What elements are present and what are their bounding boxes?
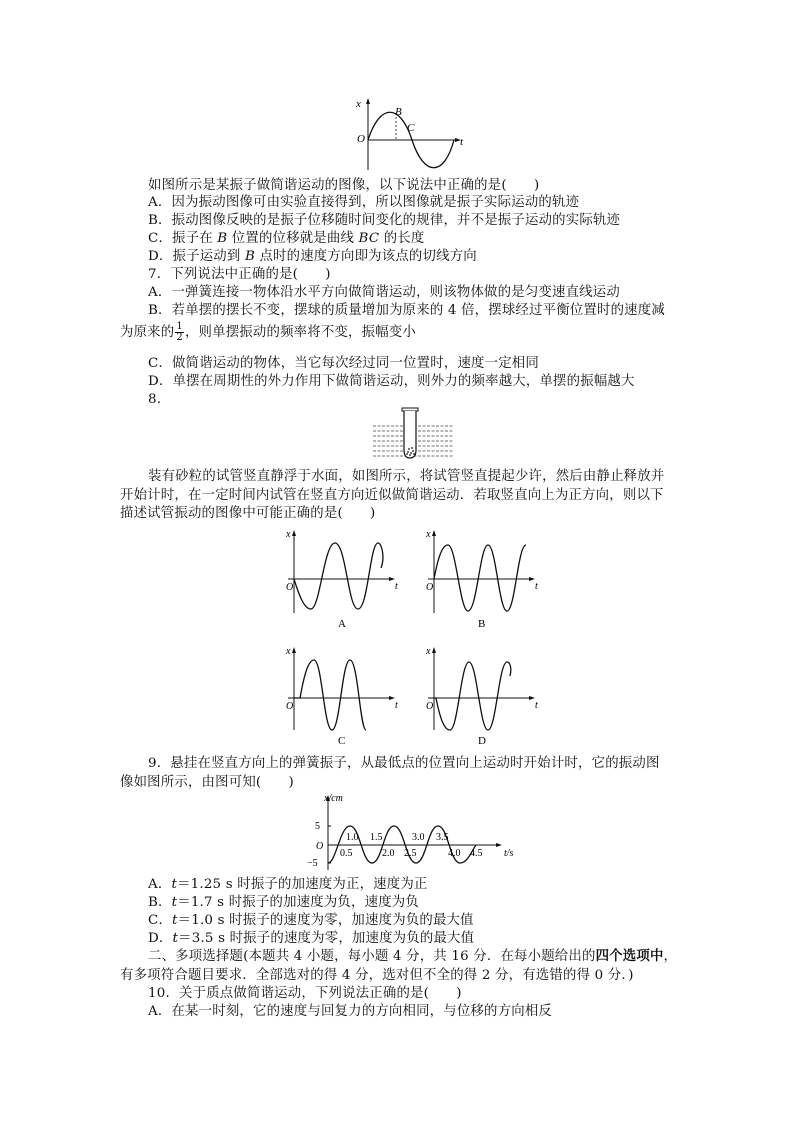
option-b-label: B [478,618,486,630]
option-d-label: D [478,735,486,747]
q9-stem-line2: 像如图所示，由图可知( ) [120,775,294,790]
section2-header-line2: 有多项符合题目要求．全部选对的得 4 分，选对但不全的得 2 分，有选错的得 0 分．) [120,968,634,983]
origin-label: O [286,701,294,712]
q8-stem-line3: 描述试管振动的图像中可能正确的是( ) [120,506,376,521]
x-axis-label: x [356,98,361,110]
origin-label: O [426,701,434,712]
section2-header-line1: 二、多项选择题(本题共 4 小题，每小题 4 分，共 16 分．在每小题给出的四个选项中， [148,948,678,964]
q8-stem-line2: 开始计时，在一定时间内试管在竖直方向近似做简谐运动．若取竖直向上为正方向，则以下 [120,488,664,503]
origin-label: O [316,841,324,852]
x-axis-label: x [426,646,431,657]
tick-label-2-0: 2.0 [382,848,395,859]
x-axis-label: x [286,529,291,540]
tick-label-1-0: 1.0 [346,832,359,843]
q8-graph-b [422,523,544,633]
y-tick-neg5: −5 [307,858,318,869]
q6-stem: 如图所示是某振子做简谐运动的图像，以下说法中正确的是( ) [148,178,540,193]
tick-label-3-5: 3.5 [436,832,449,843]
x-axis-label: x [426,529,431,540]
q8-stem-line1: 装有砂粒的试管竖直静浮于水面，如图所示，将试管竖直提起少许，然后由静止释放并 [148,469,665,484]
option-c-label: C [338,735,346,747]
x-axis-label: t/s [504,848,514,859]
q8-number: 8. [148,392,162,407]
tick-label-2-5: 2.5 [404,848,417,859]
q8-graph-d [422,640,544,750]
q8-graph-c [282,640,404,750]
t-axis-label: t [395,700,398,711]
q9-stem-line1: 9．悬挂在竖直方向上的弹簧振子，从最低点的位置向上运动时开始计时，它的振动图 [148,756,660,771]
top-vibration-graph [350,95,470,175]
x-axis-label: x [286,646,291,657]
tick-label-1-5: 1.5 [370,832,383,843]
point-c-label: C [407,122,415,134]
origin-label: O [357,133,365,145]
point-b-label: B [395,106,402,118]
y-tick-5: 5 [315,821,320,832]
t-axis-label: t [395,581,398,592]
q9-option-b: B．t＝1.7 s 时振子的加速度为负，速度为负 [148,895,419,910]
q8-graph-a [282,523,404,633]
y-axis-label: x/cm [324,793,343,804]
q7-option-d: D．单摆在周期性的外力作用下做简谐运动，则外力的频率越大，单摆的振幅越大 [148,374,635,389]
q7-option-a: A．一弹簧连接一物体沿水平方向做简谐运动，则该物体做的是匀变速直线运动 [148,285,620,300]
q9-displacement-graph [300,790,522,872]
t-axis-label: t [460,136,464,148]
tick-label-0-5: 0.5 [340,848,353,859]
q6-option-b: B．振动图像反映的是振子位移随时间变化的规律，并不是振子运动的实际轨迹 [148,213,621,228]
q9-option-d: D．t＝3.5 s 时振子的速度为零，加速度为负的最大值 [148,931,475,946]
test-tube-in-water-figure [368,406,458,466]
origin-label: O [426,582,434,593]
q6-option-c: C．振子在 B 位置的位移就是曲线 BC 的长度 [148,231,425,246]
q10-option-a: A．在某一时刻，它的速度与回复力的方向相同，与位移的方向相反 [148,1004,552,1019]
t-axis-label: t [535,581,538,592]
q7-option-b-line1: B．若单摆的摆长不变，摆球的质量增加为原来的 4 倍，摆球经过平衡位置时的速度减 [148,303,665,318]
tick-label-4-0: 4.0 [448,848,461,859]
fraction-half: $\frac{1}{2}$ [176,321,183,343]
tick-label-4-5: 4.5 [470,848,483,859]
t-axis-label: t [535,700,538,711]
tick-label-3-0: 3.0 [412,832,425,843]
q7-stem: 7．下列说法中正确的是( ) [148,267,331,282]
q7-option-c: C．做简谐运动的物体，当它每次经过同一位置时，速度一定相同 [148,356,539,371]
q7-option-b-line2: 为原来的 $\frac{1}{2}$ ，则单摆振动的频率将不变，振幅变小 [120,321,416,343]
origin-label: O [286,582,294,593]
q10-stem: 10．关于质点做简谐运动，下列说法正确的是( ) [148,986,462,1001]
q9-option-c: C．t＝1.0 s 时振子的速度为零，加速度为负的最大值 [148,913,474,928]
q6-option-a: A．因为振动图像可由实验直接得到，所以图像就是振子实际运动的轨迹 [148,195,580,210]
q6-option-d: D．振子运动到 B 点时的速度方向即为该点的切线方向 [148,249,477,264]
option-a-label: A [338,618,346,630]
q9-option-a: A．t＝1.25 s 时振子的加速度为正，速度为正 [148,877,428,892]
